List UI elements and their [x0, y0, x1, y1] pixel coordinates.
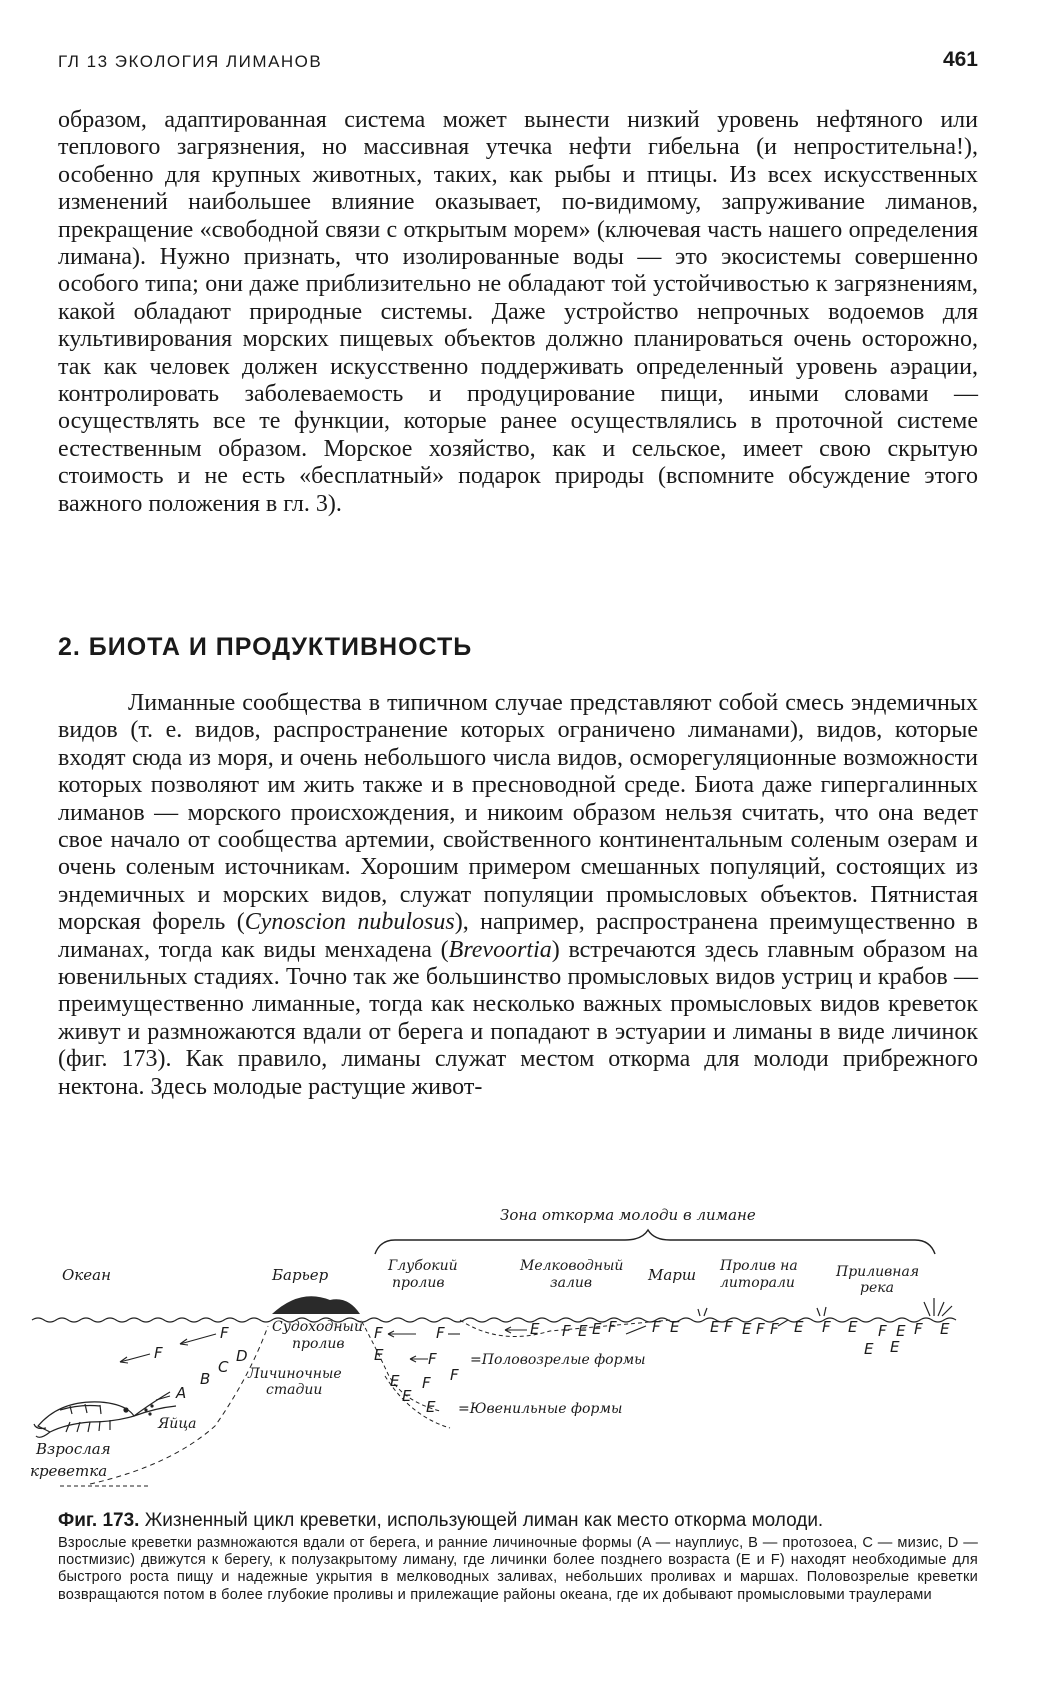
stage-letter-e-1: E	[374, 1346, 384, 1364]
paragraph-2	[58, 690, 978, 1101]
label-marsh: Марш	[648, 1266, 697, 1284]
label-juvenile-forms: =Ювенильные формы	[458, 1401, 623, 1417]
water-surface-line	[32, 1318, 956, 1322]
label-larval-2: стадии	[266, 1382, 323, 1398]
stage-letter-f-5: F	[428, 1350, 437, 1368]
label-larval-1: Личиночные	[248, 1366, 342, 1382]
stage-letter-e-5: E	[530, 1320, 540, 1338]
stage-letter-f-2: F	[154, 1344, 163, 1362]
label-deep-channel-1: Глубокий	[388, 1258, 458, 1274]
caption-body: Взрослые креветки размножаются вдали от берега, и ранние личиночные формы (A — науплиус, B — протозоеа, C — мизис, D — постмизис) движутся к берегу, к полузакрытому лиману, где личинки более позднего возраста (E и F) находят необходимые для быстрого роста пищу и надежные укрытия в мелководных заливах, небольших проливах и маршах. Половозрелые креветки возвращаются потом в более глубокие проливы и прилежащие районы океана, где их добывают промысловыми траулерами	[58, 1535, 978, 1603]
stage-letter-f-14: F	[822, 1318, 831, 1336]
label-tidal-river-1: Приливная	[836, 1264, 920, 1280]
label-ship-channel-2: пролив	[292, 1336, 345, 1352]
caption-title	[58, 1509, 978, 1533]
stage-letter-f-13: F	[770, 1320, 779, 1338]
page-number: 461	[942, 48, 978, 71]
stage-letter-e-9: E	[710, 1318, 720, 1336]
stage-letter-d: D	[236, 1347, 248, 1365]
stage-letter-e-6: E	[578, 1322, 588, 1340]
stage-letter-e-8: E	[670, 1318, 680, 1336]
label-adult-forms: =Половозрелые формы	[470, 1352, 646, 1368]
stage-letter-e-16: E	[890, 1338, 900, 1356]
label-tidal-river-2: река	[860, 1280, 894, 1296]
label-eggs: Яйца	[158, 1416, 197, 1432]
stage-letter-e-3: E	[402, 1387, 412, 1405]
label-adult-1: Взрослая	[36, 1440, 111, 1458]
label-shallow-bay-2: залив	[550, 1275, 593, 1291]
stage-letter-e-13: E	[896, 1322, 906, 1340]
species-brevoortia: Brevoortia	[448, 936, 552, 963]
stage-letter-f-3: F	[374, 1324, 383, 1342]
stage-letter-a: A	[176, 1384, 187, 1402]
paragraph-2-part-c: ) встречаются здесь главным образом на ювенильных стадиях. Точно так же большинство промысловых видов устриц и крабов — преимущественно лиманные, тогда как несколько важных промысловых видов креветок живут и размножаются вдали от берега и попадают в эстуарии и лиманы в виде личинок (фиг. 173). Как правило, лиманы служат местом откорма для молоди прибрежного нектона. Здесь молодые растущие живот-	[58, 936, 978, 1100]
stage-letter-f-12: F	[756, 1320, 765, 1338]
figure-173-shrimp-lifecycle	[30, 1196, 1010, 1496]
stage-letter-e-7: E	[592, 1320, 602, 1338]
zone-brace	[375, 1230, 935, 1254]
stage-letter-e-15: E	[864, 1340, 874, 1358]
stage-letter-f-8: F	[562, 1322, 571, 1340]
paragraph-1: образом, адаптированная система может вынести низкий уровень нефтяного или теплового загрязнения, но массивная утечка нефти гибельна (и непростительна!), особенно для крупных животных, таких, как рыбы и птицы. Из всех искусственных изменений наибольшее влияние оказывает, по-видимому, запруживание лиманов, прекращение «свободной связи с открытым морем» (ключевая часть нашего определения лимана). Нужно признать, что изолированные воды — это экосистемы совершенно особого типа; они даже приблизительно не обладают той устойчивостью к загрязнениям, какой обладают природные системы. Даже устройство непрочных водоемов для культивирования морских пищевых объектов должно планироваться очень осторожно, так как человек должен искусственно поддерживать определенный уровень аэрации, контролировать заболеваемость и продуцирование пищи, иными словами — осуществлять все те функции, которые ранее осуществлялись в проточной системе естественным образом. Морское хозяйство, как и сельское, имеет свою скрытую стоимость и не есть «бесплатный» подарок природы (вспомните обсуждение этого важного положения в гл. 3).	[58, 107, 978, 517]
label-adult-2: креветка	[30, 1462, 108, 1480]
barrier-island-shape	[272, 1296, 360, 1314]
stage-letter-b: B	[200, 1370, 211, 1388]
stage-letter-e-12: E	[848, 1318, 858, 1336]
stage-letter-e-14: E	[940, 1320, 950, 1338]
stage-letter-e-10: E	[742, 1320, 752, 1338]
page-header	[58, 48, 978, 78]
stage-letter-f-1: F	[220, 1324, 229, 1342]
stage-letter-e-4: E	[426, 1398, 436, 1416]
label-ocean: Океан	[62, 1266, 111, 1284]
label-littoral-2: литорали	[720, 1275, 795, 1291]
label-littoral-1: Пролив на	[720, 1258, 798, 1274]
label-shallow-bay-1: Мелководный	[520, 1258, 624, 1274]
stage-letter-f-6: F	[422, 1374, 431, 1392]
stage-letter-f-15: F	[878, 1322, 887, 1340]
caption-fig-label: Фиг. 173.	[58, 1510, 140, 1531]
stage-letter-f-11: F	[724, 1318, 733, 1336]
stage-letter-f-10: F	[652, 1318, 661, 1336]
stage-letter-c: C	[218, 1358, 229, 1376]
paragraph-2-part-a: Лиманные сообщества в типичном случае представляют собой смесь эндемичных видов (т. е. видов, распространение которых ограничено лиманами), видов, которые входят сюда из моря, и очень небольшого числа видов, осморегуляционные возможности которых позволяют им жить также и в пресноводной среде. Биота даже гипергалинных лиманов — морского происхождения, и никоим образом нельзя считать, что она ведет свое начало от сообщества артемии, свойственного континентальным соленым озерам и очень соленым источникам. Хорошим примером смешанных популяций, состоящих из эндемичных и морских видов, служат популяции промысловых объектов. Пятнистая морская форель (	[58, 690, 978, 936]
stage-letter-f-7: F	[450, 1366, 459, 1384]
stage-letter-f-4: F	[436, 1324, 445, 1342]
stage-letter-e-2: E	[390, 1372, 400, 1390]
stage-letter-f-16: F	[914, 1320, 923, 1338]
zone-label: Зона откорма молоди в лимане	[500, 1206, 756, 1224]
label-barrier: Барьер	[272, 1266, 329, 1284]
marsh-grass-icon	[698, 1298, 952, 1316]
species-cynoscion: Cynoscion nubulosus	[244, 909, 455, 936]
section-heading: 2. БИОТА И ПРОДУКТИВНОСТЬ	[58, 633, 473, 661]
label-deep-channel-2: пролив	[392, 1275, 445, 1291]
figure-caption	[58, 1509, 978, 1604]
label-ship-channel-1: Судоходный	[272, 1319, 363, 1335]
caption-title-text: Жизненный цикл креветки, использующей лиман как место откорма молоди.	[144, 1510, 824, 1531]
stage-letter-e-11: E	[794, 1318, 804, 1336]
paragraph-2-part-b: ), например, распространена преимущественно в лиманах, тогда как виды менхадена (	[58, 909, 978, 963]
stage-letter-f-9: F	[608, 1318, 617, 1336]
adult-shrimp-icon	[34, 1392, 176, 1437]
running-title: ГЛ 13 ЭКОЛОГИЯ ЛИМАНОВ	[58, 52, 323, 71]
